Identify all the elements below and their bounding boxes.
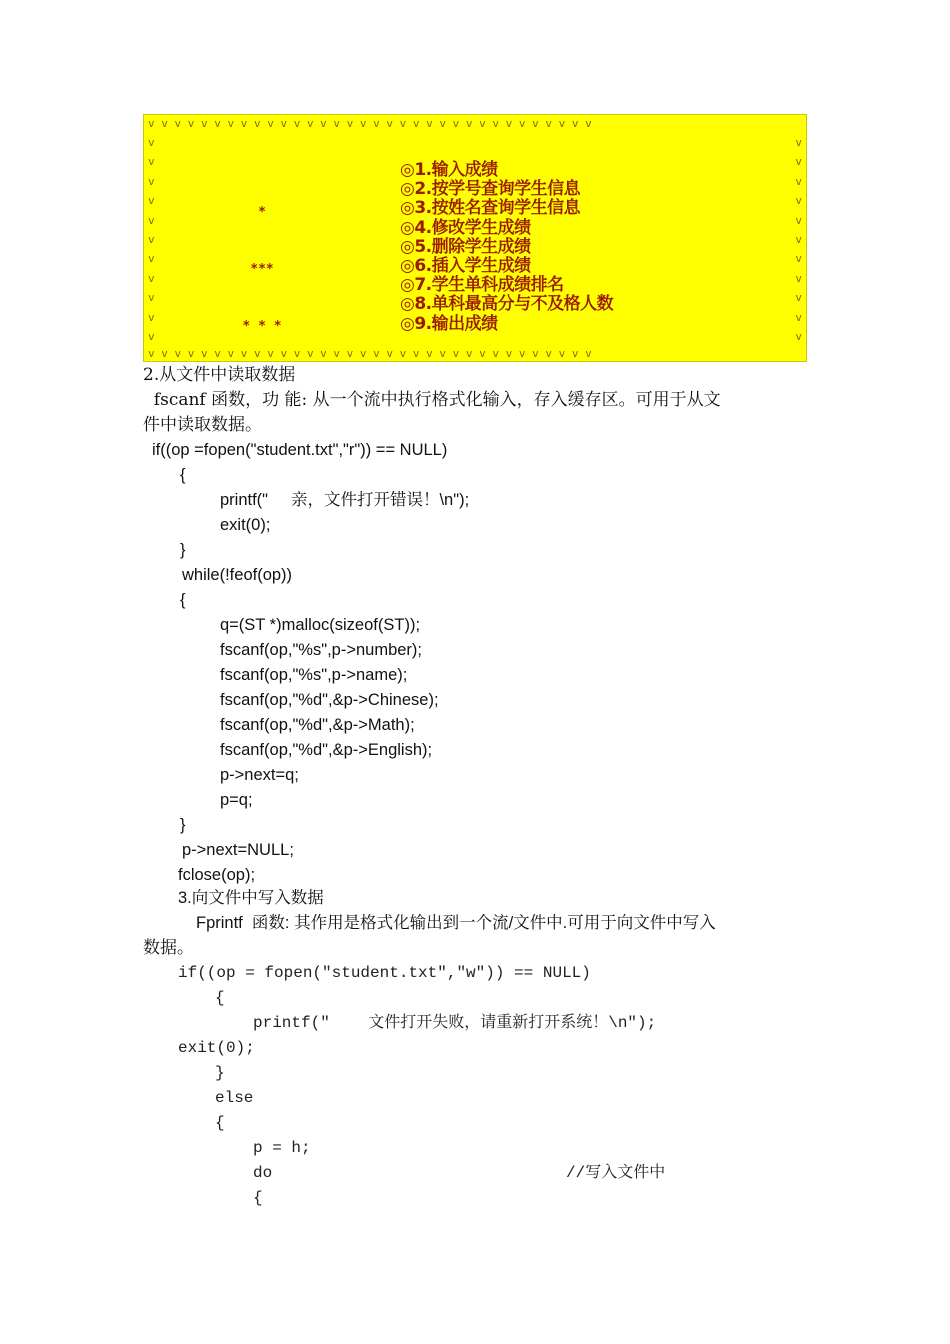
code-line: if((op =fopen("student.txt","r")) == NULL) [152, 441, 448, 459]
menu-border-left: v v v v v v v v v v v [148, 136, 155, 344]
code-line: { [215, 989, 225, 1007]
section3-description-cont: 数据。 [143, 938, 194, 958]
menu-item-7: ◎7.学生单科成绩排名 [400, 275, 564, 296]
code-line: else [215, 1089, 254, 1107]
section2-heading: 2.从文件中读取数据 [143, 365, 296, 385]
code-line: fclose(op); [178, 866, 256, 884]
code-line: { [180, 466, 186, 484]
code-line: printf(" 亲，文件打开错误！\n"); [220, 491, 470, 509]
code-line: { [253, 1189, 263, 1207]
menu-item-9: ◎9.输出成绩 [400, 313, 498, 334]
menu-border-bottom: v v v v v v v v v v v v v v v v v v v v v v v v v v v v v v v v v v [148, 347, 592, 360]
section2-description-cont: 件中读取数据。 [143, 415, 262, 435]
menu-item-2: ◎2.按学号查询学生信息 [400, 179, 581, 200]
code-line: } [180, 816, 186, 834]
code-line: fscanf(op,"%s",p->number); [220, 641, 423, 659]
code-line: while(!feof(op)) [182, 566, 293, 584]
diamond-row: * [258, 205, 266, 220]
code-line: { [215, 1114, 225, 1132]
section3-heading: 3.向文件中写入数据 [178, 889, 324, 907]
code-line: do [253, 1164, 273, 1182]
code-line: p->next=q; [220, 766, 299, 784]
section3-description: Fprintf 函数: 其作用是格式化输出到一个流/文件中.可用于向文件中写入 [196, 914, 716, 932]
code-line: p = h; [253, 1139, 311, 1157]
code-line: p=q; [220, 791, 253, 809]
code-line: } [215, 1064, 225, 1082]
code-line: q=(ST *)malloc(sizeof(ST)); [220, 616, 421, 634]
menu-item-4: ◎4.修改学生成绩 [400, 217, 531, 238]
code-comment: //写入文件中 [566, 1164, 666, 1182]
menu-screenshot [143, 114, 807, 362]
diamond-row: *** [250, 262, 274, 277]
menu-item-8: ◎8.单科最高分与不及格人数 [400, 294, 614, 315]
code-line: } [180, 541, 186, 559]
section2-description: fscanf 函数，功 能: 从一个流中执行格式化输入，存入缓存区。可用于从文 [143, 390, 721, 410]
code-line: fscanf(op,"%d",&p->English); [220, 741, 433, 759]
star-diamond-art [214, 165, 310, 362]
code-line: printf(″ 文件打开失败，请重新打开系统！\n″); [253, 1014, 657, 1032]
menu-border-top: v v v v v v v v v v v v v v v v v v v v v v v v v v v v v v v v v v [148, 117, 592, 130]
code-line: fscanf(op,"%s",p->name); [220, 666, 408, 684]
code-line: exit(0); [220, 516, 271, 534]
menu-item-1: ◎1.输入成绩 [400, 160, 498, 180]
menu-item-3: ◎3.按姓名查询学生信息 [400, 198, 581, 219]
menu-border-right: v v v v v v v v v v v [795, 136, 802, 344]
code-line: fscanf(op,"%d",&p->Math); [220, 716, 415, 734]
code-line: exit(0); [178, 1039, 255, 1057]
code-line: fscanf(op,"%d",&p->Chinese); [220, 691, 439, 709]
code-line: if((op = fopen(″student.txt″,″w″)) == NULL) [178, 964, 591, 982]
menu-options-list [400, 161, 613, 334]
menu-item-5: ◎5.删除学生成绩 [400, 236, 531, 257]
code-line: p->next=NULL; [182, 841, 294, 859]
code-line: { [180, 591, 186, 609]
menu-item-6: ◎6.插入学生成绩 [400, 256, 531, 277]
diamond-row: * * * [242, 319, 282, 334]
